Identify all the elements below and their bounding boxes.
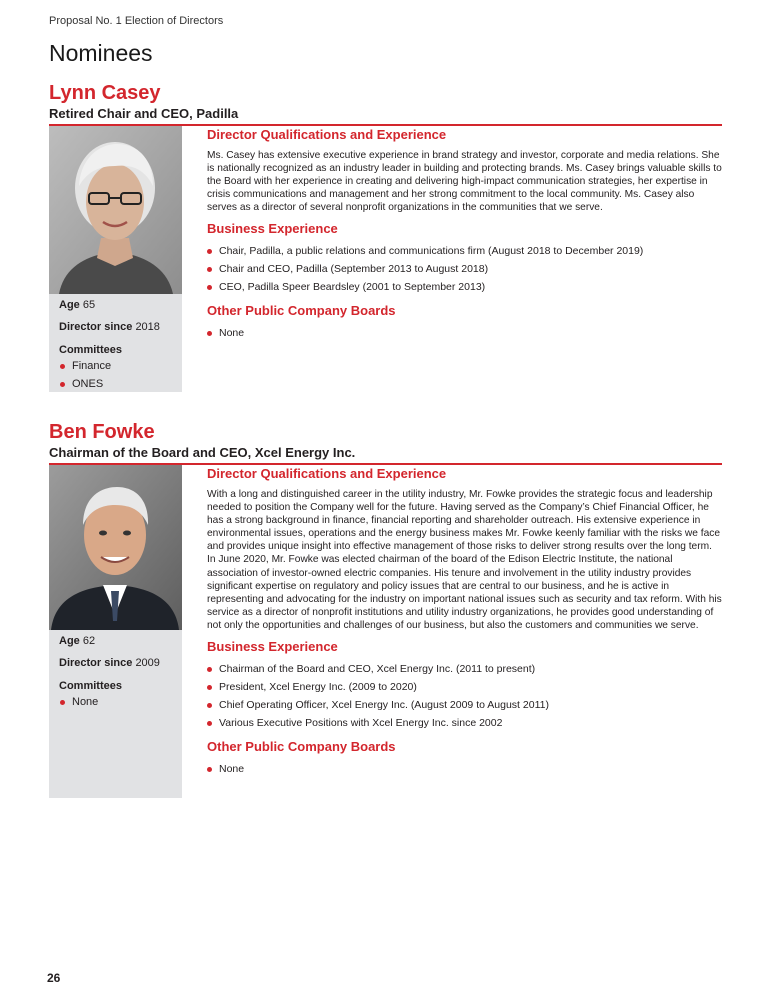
director-name: Lynn Casey (49, 82, 161, 104)
committee-item: Finance (59, 357, 182, 375)
director-since-row (59, 652, 182, 674)
director-since-value: 2009 (135, 657, 160, 669)
boards-heading: Other Public Company Boards (207, 303, 396, 319)
business-list (207, 242, 722, 296)
age-row (59, 630, 182, 652)
business-heading: Business Experience (207, 221, 338, 237)
qualifications-text: With a long and distinguished career in the utility industry, Mr. Fowke provides the strategic focus and leadership needed to position the Company well for the future. Having served as the Company’s Chief Financial Officer, he has a strong background in finance, financial reporting and shareholder outreach. His extensive experience in environmental issues, operations and the energy business makes Mr. Fowke keenly familiar with the risks we face and provides unique insight into effective management of those risks to deliver strong results over the long term. In June 2020, Mr. Fowke was elected chairman of the board of the Edison Electric Institute, the national association of investor-owned electric companies. His tenure and involvement in the utility industry provides significant expertise on regulatory and policy issues that are central to our business, and he is active in representing and advocating for the industry on important national issues such as security and tax reform. With his service as a director of nonprofit institutions and utility industry organizations, he provides good understanding of not only the opportunities and challenges of our business, but also the customers and communities we serve. (207, 489, 722, 631)
director-sidebar (49, 126, 182, 392)
committee-item: None (59, 693, 182, 711)
director-details (207, 465, 722, 778)
committees-label: Committees (59, 344, 122, 356)
business-item: Chief Operating Officer, Xcel Energy Inc. (August 2009 to August 2011) (207, 696, 722, 714)
business-item: Chairman of the Board and CEO, Xcel Energy Inc. (2011 to present) (207, 660, 722, 678)
boards-list (207, 760, 722, 778)
page-number: 26 (47, 971, 61, 985)
age-row (59, 294, 182, 316)
business-heading: Business Experience (207, 639, 338, 655)
age-label: Age (59, 635, 80, 647)
committee-item: ONES (59, 375, 182, 393)
boards-list (207, 324, 722, 342)
director-photo (49, 465, 182, 630)
business-item: CEO, Padilla Speer Beardsley (2001 to September 2013) (207, 278, 722, 296)
qualifications-heading: Director Qualifications and Experience (207, 466, 447, 481)
committees-label: Committees (59, 680, 122, 692)
director-profile-lynn-casey (49, 81, 722, 390)
business-item: Chair, Padilla, a public relations and communications firm (August 2018 to December 2019) (207, 242, 722, 260)
business-item: Chair and CEO, Padilla (September 2013 to August 2018) (207, 260, 722, 278)
committees-list (59, 693, 182, 711)
committees-list (59, 357, 182, 393)
business-item: President, Xcel Energy Inc. (2009 to 2020) (207, 678, 722, 696)
age-value: 65 (82, 299, 96, 311)
business-item: Various Executive Positions with Xcel Energy Inc. since 2002 (207, 714, 722, 732)
qualifications-text: Ms. Casey has extensive executive experience in brand strategy and investor, corporate and media relations. She is nationally recognized as an industry leader in building and protecting brands. Ms. Casey brings valuable skills to the Board with her experience in creating and delivering high-impact communication strategies, her expertise in crisis communications and management and her strong commitment to the local community. Ms. Casey also serves as a director of several nonprofit organizations in the communities that we serve. (207, 150, 722, 214)
business-list (207, 660, 722, 732)
director-since-label: Director since (59, 321, 133, 333)
director-sidebar (49, 465, 182, 798)
age-value: 62 (82, 635, 96, 647)
director-title: Retired Chair and CEO, Padilla (49, 106, 239, 121)
age-label: Age (59, 299, 80, 311)
page-title: Nominees (49, 40, 153, 66)
board-item: None (207, 324, 722, 342)
board-item: None (207, 760, 722, 778)
director-since-label: Director since (59, 657, 133, 669)
director-photo (49, 126, 182, 294)
boards-heading: Other Public Company Boards (207, 739, 396, 755)
director-details (207, 126, 722, 342)
director-title: Chairman of the Board and CEO, Xcel Energy Inc. (49, 445, 356, 460)
director-since-value: 2018 (135, 321, 160, 333)
running-head: Proposal No. 1 Election of Directors (49, 15, 224, 27)
director-profile-ben-fowke (49, 420, 722, 776)
director-since-row (59, 316, 182, 338)
qualifications-heading: Director Qualifications and Experience (207, 127, 447, 142)
director-name: Ben Fowke (49, 421, 155, 443)
